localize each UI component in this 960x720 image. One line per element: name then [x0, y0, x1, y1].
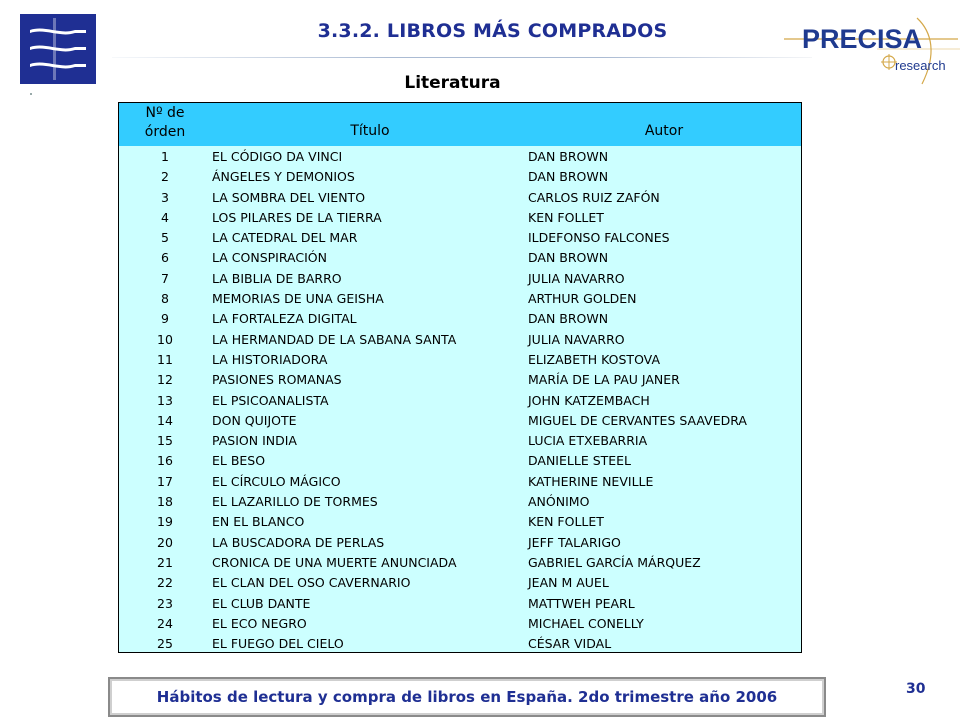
table-row: [119, 167, 801, 187]
table-row: [119, 614, 801, 634]
row-book-title: LA CATEDRAL DEL MAR: [212, 230, 358, 246]
row-book-title: MEMORIAS DE UNA GEISHA: [212, 291, 384, 307]
column-header-title: Título: [350, 123, 390, 139]
row-book-title: EL PSICOANALISTA: [212, 392, 329, 408]
row-order-number: 25: [157, 636, 173, 652]
column-header-order-line1: Nº de: [145, 105, 185, 121]
table-row: [119, 472, 801, 492]
table-row: [119, 269, 801, 289]
row-book-author: ELIZABETH KOSTOVA: [528, 351, 660, 367]
row-order-number: 1: [161, 149, 169, 164]
table-row: [119, 533, 801, 553]
row-book-author: MATTWEH PEARL: [528, 595, 635, 611]
row-book-title: EL CÓDIGO DA VINCI: [212, 149, 343, 164]
row-order-number: 5: [161, 230, 169, 246]
row-book-title: ÁNGELES Y DEMONIOS: [212, 169, 355, 185]
row-order-number: 7: [161, 270, 169, 286]
title-divider: [112, 57, 812, 58]
row-order-number: 4: [161, 209, 169, 225]
row-book-author: CÉSAR VIDAL: [528, 636, 612, 652]
row-book-title: EL CLAN DEL OSO CAVERNARIO: [212, 575, 411, 591]
row-order-number: 24: [157, 615, 173, 631]
table-row: [119, 208, 801, 228]
row-book-title: DON QUIJOTE: [212, 412, 297, 428]
row-book-title: LOS PILARES DE LA TIERRA: [212, 209, 382, 225]
column-header-author: Autor: [644, 123, 684, 139]
row-order-number: 20: [157, 534, 173, 550]
table-row: [119, 370, 801, 390]
table-row: [119, 411, 801, 431]
row-book-author: DAN BROWN: [528, 169, 609, 185]
row-book-title: EN EL BLANCO: [212, 514, 305, 530]
row-book-author: DAN BROWN: [528, 149, 609, 164]
row-book-author: ARTHUR GOLDEN: [528, 291, 637, 307]
row-order-number: 11: [157, 351, 173, 367]
table-row: [119, 391, 801, 411]
column-header-order-line2: órden: [144, 124, 186, 140]
row-book-title: CRONICA DE UNA MUERTE ANUNCIADA: [212, 554, 457, 570]
table-row: [119, 330, 801, 350]
section-subtitle: Literatura: [404, 73, 501, 93]
row-book-title: PASION INDIA: [212, 433, 297, 449]
row-order-number: 17: [157, 473, 173, 489]
page-title: 3.3.2. LIBROS MÁS COMPRADOS: [317, 20, 668, 42]
table-row: [119, 512, 801, 532]
row-book-author: JULIA NAVARRO: [528, 270, 625, 286]
row-order-number: 13: [157, 392, 173, 408]
row-book-title: EL LAZARILLO DE TORMES: [212, 494, 378, 510]
row-order-number: 21: [157, 554, 173, 570]
row-book-author: KATHERINE NEVILLE: [528, 473, 654, 489]
table-row: [119, 451, 801, 471]
research-wordmark: research: [895, 58, 946, 73]
precisa-wordmark: PRECISA: [802, 24, 923, 54]
row-book-title: EL CLUB DANTE: [212, 595, 311, 611]
row-book-title: EL BESO: [212, 453, 266, 469]
row-order-number: 3: [161, 189, 169, 205]
row-order-number: 10: [157, 331, 173, 347]
row-book-title: LA HERMANDAD DE LA SABANA SANTA: [212, 331, 457, 347]
row-book-title: LA CONSPIRACIÓN: [212, 250, 327, 266]
footer-box: [108, 677, 826, 717]
decorative-dot: [30, 93, 32, 95]
row-book-author: DANIELLE STEEL: [528, 453, 632, 469]
row-book-author: MICHAEL CONELLY: [528, 615, 644, 631]
row-book-title: LA HISTORIADORA: [212, 351, 328, 367]
books-table: [118, 102, 802, 653]
row-book-title: EL FUEGO DEL CIELO: [212, 636, 344, 652]
row-book-author: KEN FOLLET: [528, 514, 604, 530]
row-order-number: 18: [157, 494, 173, 510]
table-row: [119, 431, 801, 451]
row-book-author: JEAN M AUEL: [528, 575, 609, 591]
table-row: [119, 228, 801, 248]
row-book-author: MIGUEL DE CERVANTES SAAVEDRA: [528, 412, 747, 428]
row-order-number: 15: [157, 433, 173, 449]
table-row: [119, 248, 801, 268]
table-row: [119, 289, 801, 309]
row-book-author: DAN BROWN: [528, 311, 609, 327]
table-row: [119, 594, 801, 614]
table-row: [119, 188, 801, 208]
table-row: [119, 492, 801, 512]
row-order-number: 12: [157, 372, 173, 388]
row-book-author: MARÍA DE LA PAU JANER: [528, 372, 680, 388]
row-book-title: EL CÍRCULO MÁGICO: [212, 473, 341, 489]
row-order-number: 9: [161, 311, 169, 327]
row-book-author: JEFF TALARIGO: [528, 534, 621, 550]
row-order-number: 16: [157, 453, 173, 469]
row-order-number: 2: [161, 169, 169, 185]
row-book-title: PASIONES ROMANAS: [212, 372, 342, 388]
table-row: [119, 553, 801, 573]
column-header-order: [119, 104, 211, 142]
row-book-author: ILDEFONSO FALCONES: [528, 230, 670, 246]
institution-logo-icon: [20, 14, 96, 84]
row-order-number: 14: [157, 412, 173, 428]
row-book-title: LA SOMBRA DEL VIENTO: [212, 189, 366, 205]
precisa-research-logo: [782, 14, 960, 94]
row-book-author: LUCIA ETXEBARRIA: [528, 433, 648, 449]
table-row: [119, 350, 801, 370]
row-book-title: LA FORTALEZA DIGITAL: [212, 311, 357, 327]
row-book-author: GABRIEL GARCÍA MÁRQUEZ: [528, 554, 701, 570]
row-book-author: JOHN KATZEMBACH: [528, 392, 650, 408]
row-book-author: KEN FOLLET: [528, 209, 604, 225]
table-row: [119, 634, 801, 654]
row-order-number: 22: [157, 575, 173, 591]
row-book-author: CARLOS RUIZ ZAFÓN: [528, 189, 660, 205]
page-number: 30: [906, 681, 926, 697]
row-order-number: 8: [161, 291, 169, 307]
table-header: [119, 103, 801, 146]
table-row: [119, 309, 801, 329]
row-book-author: DAN BROWN: [528, 250, 609, 266]
table-row: [119, 147, 801, 167]
row-book-title: LA BUSCADORA DE PERLAS: [212, 534, 385, 550]
row-book-author: ANÓNIMO: [528, 494, 590, 510]
row-order-number: 19: [157, 514, 173, 530]
row-order-number: 23: [157, 595, 173, 611]
table-row: [119, 573, 801, 593]
row-order-number: 6: [161, 250, 169, 266]
row-book-title: LA BIBLIA DE BARRO: [212, 270, 342, 286]
row-book-author: JULIA NAVARRO: [528, 331, 625, 347]
row-book-title: EL ECO NEGRO: [212, 615, 307, 631]
table-body: [119, 147, 801, 654]
footer-caption: Hábitos de lectura y compra de libros en España. 2do trimestre año 2006: [156, 688, 778, 706]
